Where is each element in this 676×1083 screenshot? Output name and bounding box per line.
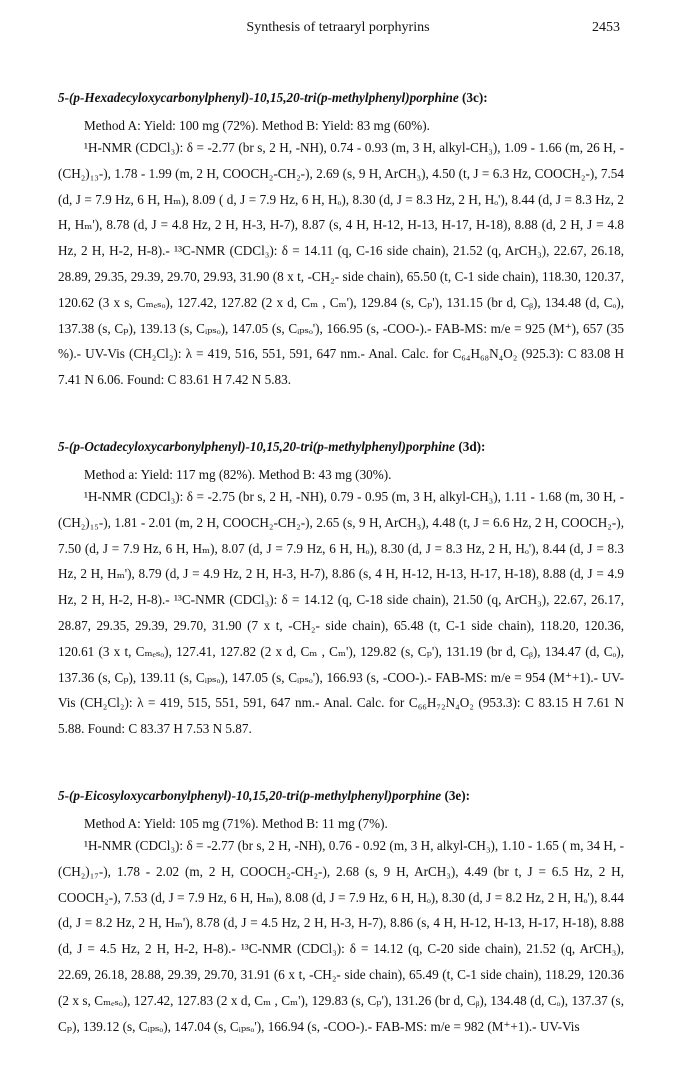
compound-name: 5-(p-Eicosyloxycarbonylphenyl)-10,15,20-tri(p-methylphenyl)porphine bbox=[58, 787, 442, 803]
spectral-data: ¹H-NMR (CDCl₃): δ = -2.75 (br s, 2 H, -NH), 0.79 - 0.95 (m, 3 H, alkyl-CH₃), 1.11 - 1.68 (m, 30 H, -(CH₂)₁₅-), 1.81 - 2.01 (m, 2 H, COOCH₂-CH₂-), 2.65 (s, 9 H, ArCH₃), 4.48 (t, J = 6.6 Hz, 2 H, COOCH₂-), 7.50 (d, J = 7.9 Hz, 6 H, Hₘ), 8.07 (d, J = 7.9 Hz, 6 H, Hₒ), 8.30 (d, J = 8.3 Hz, 2 H, Hₒ'), 8.44 (d, J = 8.3 Hz, 2 H, Hₘ'), 8.79 (d, J = 4.9 Hz, 2 H, H-3, H-7), 8.86 (s, 4 H, H-12, H-13, H-17, H-18), 8.88 (d, J = 4.9 Hz, 2 H, H-2, H-8).- ¹³C-NMR (CDCl₃): δ = 14.12 (q, C-18 side chain), 21.50 (q, ArCH₃), 22.67, 26.17, 28.87, 29.35, 29.39, 29.70, 31.90 (7 x t, -CH₂- side chain), 65.48 (t, C-1 side chain), 118.20, 120.36, 120.61 (3 x t, Cₘₑₛₒ), 127.41, 127.82 (2 x d, Cₘ , Cₘ'), 129.82 (s, Cₚ'), 131.19 (br d, Cᵦ), 134.47 (d, Cₒ), 137.36 (s, Cₚ), 139.11 (s, Cᵢₚₛₒ), 147.05 (s, Cᵢₚₛₒ'), 166.93 (s, -COO-).- FAB-MS: m/e = 954 (M⁺+1).- UV-Vis (CH₂Cl₂): λ = 419, 515, 551, 591, 647 nm.- Anal. Calc. for C₆₆H₇₂N₄O₂ (953.3): C 83.15 H 7.61 N 5.88. Found: C 83.37 H 7.53 N 5.87. bbox=[58, 488, 624, 737]
compound-name: 5-(p-Hexadecyloxycarbonylphenyl)-10,15,20-tri(p-methylphenyl)porphine bbox=[58, 90, 459, 105]
page-header bbox=[0, 20, 676, 42]
compound-label: (3d): bbox=[458, 438, 486, 454]
compound-section-3c bbox=[58, 88, 624, 393]
spectral-data: ¹H-NMR (CDCl₃): δ = -2.77 (br s, 2 H, -NH), 0.74 - 0.93 (m, 3 H, alkyl-CH₃), 1.09 - 1.66 (m, 26 H, -(CH₂)₁₃-), 1.78 - 1.99 (m, 2 H, COOCH₂-CH₂-), 2.69 (s, 9 H, ArCH₃), 4.50 (t, J = 6.3 Hz, COOCH₂-), 7.54 (d, J = 7.9 Hz, 6 H, Hₘ), 8.09 ( d, J = 7.9 Hz, 6 H, Hₒ), 8.30 (d, J = 8.3 Hz, 2 H, Hₒ'), 8.44 (d, J = 8.3 Hz, 2 H, Hₘ'), 8.78 (d, J = 4.8 Hz, 2 H, H-3, H-7), 8.87 (s, 4 H, H-12, H-13, H-17, H-18), 8.88 (d, 2 H, J = 4.8 Hz, 2 H, H-2, H-8).- ¹³C-NMR (CDCl₃): δ = 14.11 (q, C-16 side chain), 21.52 (q, ArCH₃), 22.67, 26.18, 28.89, 29.35, 29.39, 29.70, 29.93, 31.90 (8 x t, -CH₂- side chain), 65.50 (t, C-1 side chain), 118.30, 120.37, 120.62 (3 x s, Cₘₑₛₒ), 127.42, 127.82 (2 x d, Cₘ , Cₘ'), 129.84 (s, Cₚ'), 131.15 (br d, Cᵦ), 134.48 (d, Cₒ), 137.38 (s, Cₚ), 139.13 (s, Cᵢₚₛₒ), 147.05 (s, Cᵢₚₛₒ'), 166.95 (s, -COO-).- FAB-MS: m/e = 925 (M⁺), 657 (35 %).- UV-Vis (CH₂Cl₂): λ = 419, 516, 551, 591, 647 nm.- Anal. Calc. for C₆₄H₆₈N₄O₂ (925.3): C 83.08 H 7.41 N 6.06. Found: C 83.61 H 7.42 N 5.83. bbox=[58, 140, 624, 388]
page-body bbox=[58, 88, 624, 1083]
compound-title bbox=[58, 786, 624, 805]
compound-title bbox=[58, 88, 624, 107]
method-yield: Method A: Yield: 105 mg (71%). Method B: 11 mg (7%). bbox=[84, 815, 388, 831]
page-number: 2453 bbox=[592, 20, 620, 35]
compound-section-3d bbox=[58, 437, 624, 742]
compound-title bbox=[58, 437, 624, 456]
spectral-data: ¹H-NMR (CDCl₃): δ = -2.77 (br s, 2 H, -NH), 0.76 - 0.92 (m, 3 H, alkyl-CH₃), 1.10 - 1.65 ( m, 34 H, -(CH₂)₁₇-), 1.78 - 2.02 (m, 2 H, COOCH₂-CH₂-), 2.68 (s, 9 H, ArCH₃), 4.49 (br t, J = 6.5 Hz, 2 H, COOCH₂-), 7.53 (d, J = 7.9 Hz, 6 H, Hₘ), 8.08 (d, J = 7.9 Hz, 6 H, Hₒ), 8.30 (d, J = 8.2 Hz, 2 H, Hₒ'), 8.44 (d, J = 8.2 Hz, 2 H, Hₘ'), 8.78 (d, J = 4.5 Hz, 2 H, H-3, H-7), 8.86 (s, 4 H, H-12, H-13, H-17, H-18), 8.88 (d, J = 4.5 Hz, 2 H, H-2, H-8).- ¹³C-NMR (CDCl₃): δ = 14.12 (q, C-20 side chain), 21.52 (q, ArCH₃), 22.69, 26.18, 28.88, 29.39, 29.70, 31.91 (6 x t, -CH₂- side chain), 65.49 (t, C-1 side chain), 118.29, 120.36 (2 x s, Cₘₑₛₒ), 127.42, 127.83 (2 x d, Cₘ , Cₘ'), 129.83 (s, Cₚ'), 131.26 (br d, Cᵦ), 134.48 (d, Cₒ), 137.37 (s, Cₚ), 139.12 (s, Cᵢₚₛₒ), 147.04 (s, Cᵢₚₛₒ'), 166.94 (s, -COO-).- FAB-MS: m/e = 982 (M⁺+1).- UV-Vis bbox=[58, 837, 624, 1034]
compound-label: (3c): bbox=[461, 90, 488, 105]
method-yield: Method A: Yield: 100 mg (72%). Method B: Yield: 83 mg (60%). bbox=[84, 118, 430, 133]
compound-name: 5-(p-Octadecyloxycarbonylphenyl)-10,15,20-tri(p-methylphenyl)porphine bbox=[58, 438, 456, 454]
running-title: Synthesis of tetraaryl porphyrins bbox=[246, 20, 430, 35]
compound-label: (3e): bbox=[444, 787, 471, 803]
method-yield: Method a: Yield: 117 mg (82%). Method B: 43 mg (30%). bbox=[84, 466, 392, 482]
compound-section-3e bbox=[58, 786, 624, 1039]
